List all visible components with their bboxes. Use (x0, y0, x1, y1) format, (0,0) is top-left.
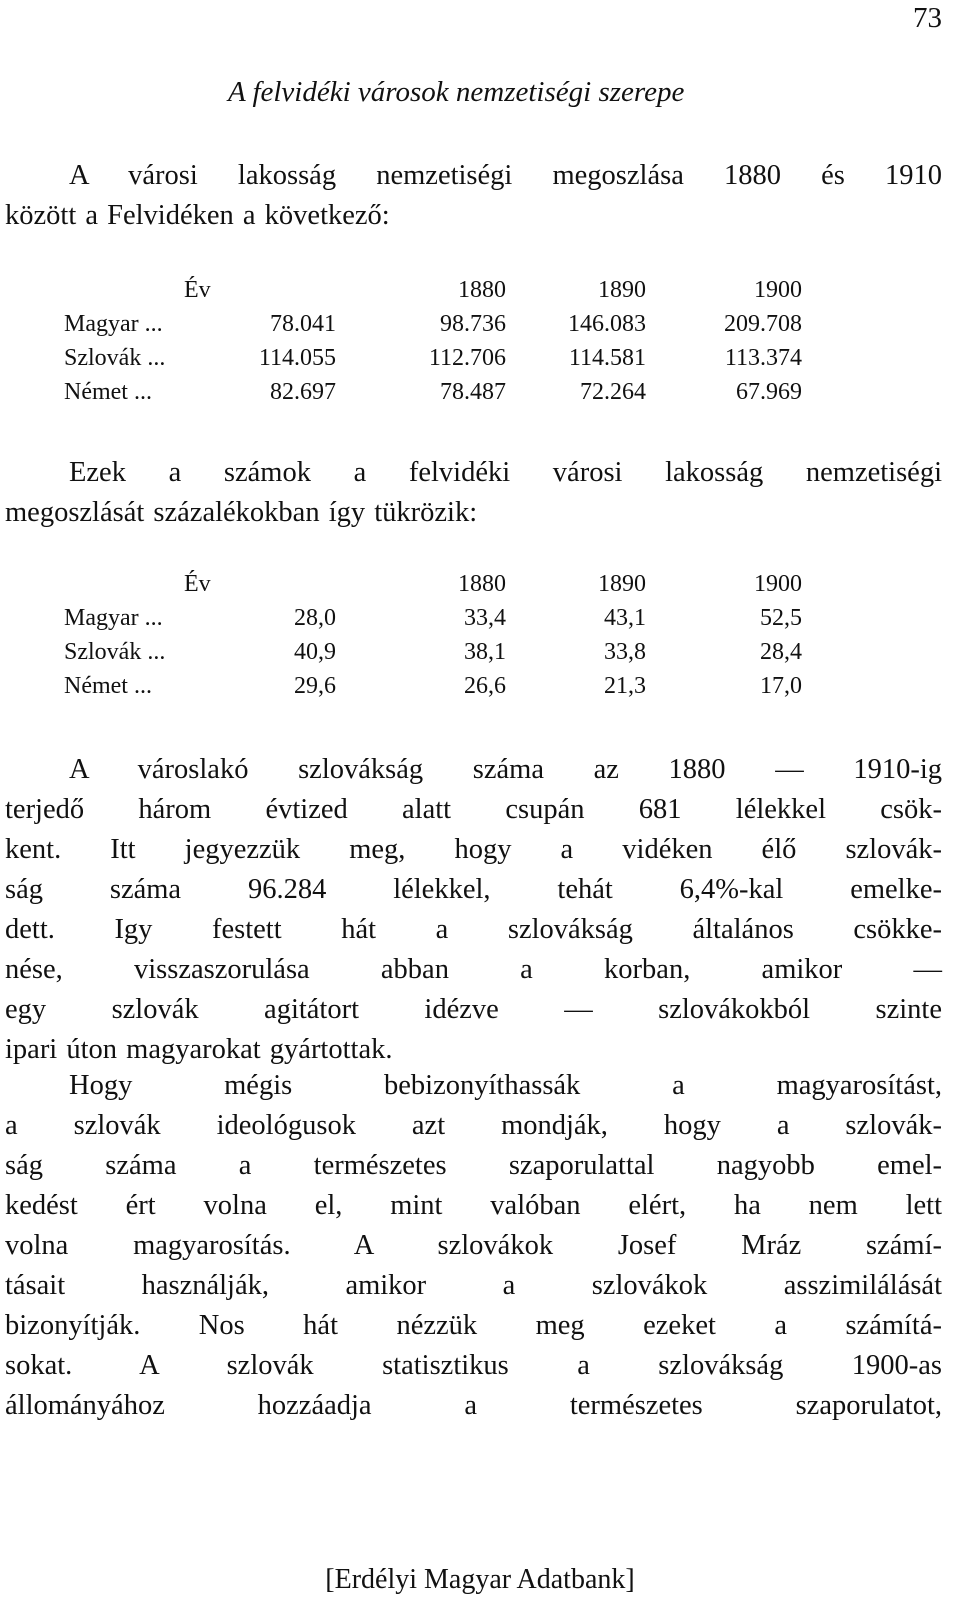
table-cell: 114.581 (568, 345, 646, 371)
table-header-row (64, 273, 802, 307)
text-line: A városi lakosság nemzetiségi megoszlása 1880 és 1910 (69, 160, 942, 191)
text-line: dett. Igy festett hát a szlovákság általános csökke- (5, 914, 942, 945)
text-line: ság száma a természetes szaporulattal nagyobb emel- (5, 1150, 942, 1181)
table-row (64, 601, 802, 635)
table-row (64, 635, 802, 669)
population-count-table (64, 273, 802, 409)
table-header-row (64, 567, 802, 601)
table-cell: 78.041 (270, 311, 336, 337)
table-cell: 114.055 (258, 345, 336, 371)
text-line: állományához hozzáadja a természetes szaporulatot, (5, 1390, 942, 1421)
text-line: a szlovák ideológusok azt mondják, hogy a szlovák- (5, 1110, 942, 1141)
text-line: A városlakó szlovákság száma az 1880 — 1910-ig (69, 754, 942, 785)
row-label: Magyar ... (64, 311, 163, 337)
text-line: Hogy mégis bebizonyíthassák a magyarosítást, (69, 1070, 942, 1101)
table-header-cell: 1890 (598, 571, 646, 597)
table-header-cell: 1900 (754, 277, 802, 303)
table-cell: 98.736 (440, 311, 506, 337)
table-cell: 33,8 (604, 639, 646, 665)
table-header-cell: 1880 (458, 571, 506, 597)
body-paragraph-2 (5, 1066, 942, 1426)
text-line: terjedő három évtized alatt csupán 681 lélekkel csök- (5, 794, 942, 825)
table-cell: 40,9 (294, 639, 336, 665)
row-label: Szlovák ... (64, 345, 166, 371)
text-line: ipari úton magyarokat gyártottak. (5, 1034, 393, 1065)
table-cell: 28,0 (294, 605, 336, 631)
row-label: Szlovák ... (64, 639, 166, 665)
table-cell: 112.706 (428, 345, 506, 371)
running-title: A felvidéki városok nemzetiségi szerepe (228, 76, 685, 108)
row-label: Német ... (64, 673, 152, 699)
table-cell: 146.083 (568, 311, 646, 337)
text-line: nése, visszaszorulása abban a korban, amikor — (5, 954, 942, 985)
table-header-cell: 1900 (754, 571, 802, 597)
table-cell: 67.969 (736, 379, 802, 405)
text-line: volna magyarosítás. A szlovákok Josef Mráz számí- (5, 1230, 942, 1261)
text-line: sokat. A szlovák statisztikus a szlovákság 1900-as (5, 1350, 942, 1381)
row-label: Német ... (64, 379, 152, 405)
text-line: egy szlovák agitátort idézve — szlovákokból szinte (5, 994, 942, 1025)
page-number: 73 (913, 2, 942, 34)
table-header-cell: Év (184, 571, 211, 597)
body-paragraph-1 (5, 750, 942, 1070)
table-cell: 29,6 (294, 673, 336, 699)
table-header-cell (64, 273, 184, 307)
table-header-cell (64, 567, 184, 601)
table-row (64, 669, 802, 703)
text-line: kent. Itt jegyezzük meg, hogy a vidéken élő szlovák- (5, 834, 942, 865)
table-header-cell: Év (184, 277, 211, 303)
table-cell: 52,5 (760, 605, 802, 631)
table-cell: 17,0 (760, 673, 802, 699)
table-cell: 72.264 (580, 379, 646, 405)
table-header-cell: 1890 (598, 277, 646, 303)
footer-source: [Erdélyi Magyar Adatbank] (325, 1564, 635, 1595)
table-cell: 82.697 (270, 379, 336, 405)
text-line: bizonyítják. Nos hát nézzük meg ezeket a számítá- (5, 1310, 942, 1341)
table-cell: 26,6 (464, 673, 506, 699)
text-line: kedést ért volna el, mint valóban elért, ha nem lett (5, 1190, 942, 1221)
text-line: Ezek a számok a felvidéki városi lakosság nemzetiségi (69, 457, 942, 488)
text-line: ság száma 96.284 lélekkel, tehát 6,4%-kal emelke- (5, 874, 942, 905)
table-cell: 21,3 (604, 673, 646, 699)
table-row (64, 307, 802, 341)
table-row (64, 341, 802, 375)
table-cell: 113.374 (724, 345, 802, 371)
table-cell: 209.708 (724, 311, 802, 337)
table-cell: 38,1 (464, 639, 506, 665)
table-header-cell: 1880 (458, 277, 506, 303)
text-line: között a Felvidéken a következő: (5, 200, 390, 231)
table-cell: 28,4 (760, 639, 802, 665)
table-cell: 78.487 (440, 379, 506, 405)
population-percent-table (64, 567, 802, 703)
text-line: megoszlását százalékokban így tükrözik: (5, 497, 478, 528)
intro-paragraph-2 (5, 453, 942, 533)
table-row (64, 375, 802, 409)
row-label: Magyar ... (64, 605, 163, 631)
text-line: tásait használják, amikor a szlovákok asszimilálását (5, 1270, 942, 1301)
table-cell: 43,1 (604, 605, 646, 631)
intro-paragraph-1 (5, 156, 942, 236)
table-cell: 33,4 (464, 605, 506, 631)
